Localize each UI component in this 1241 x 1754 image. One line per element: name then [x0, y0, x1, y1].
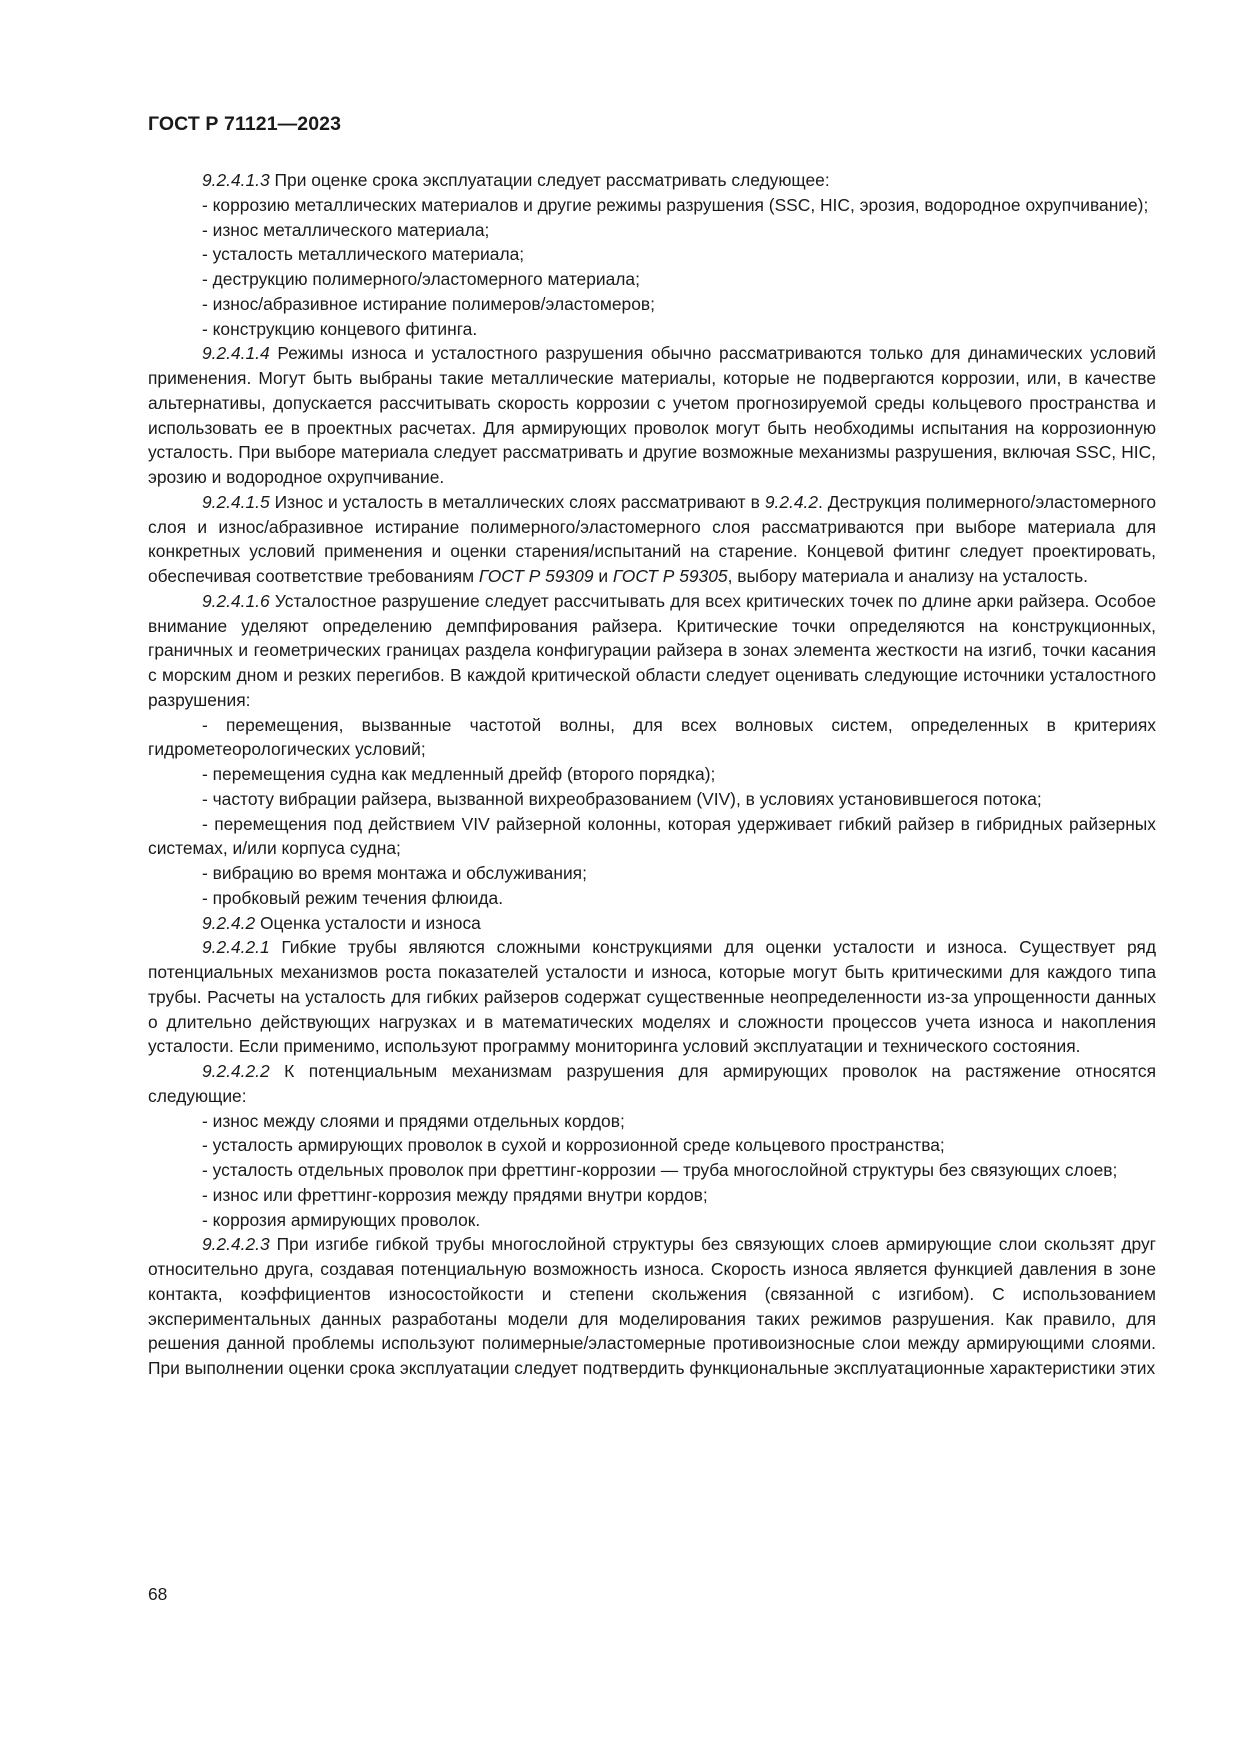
- list-item: [148, 193, 1156, 218]
- list-item-text: - усталость металлического материала;: [202, 244, 525, 265]
- standard-reference: ГОСТ Р 59305: [612, 566, 728, 586]
- paragraph-9-2-4-2-2: [148, 1059, 1156, 1109]
- paragraph-9-2-4-1-6: [148, 589, 1156, 713]
- list-item-text: - усталость отдельных проволок при фреттинг-коррозии — труба многослойной структуры без связующих слоев;: [202, 1160, 1118, 1180]
- list-item-text: - конструкцию концевого фитинга.: [202, 318, 478, 339]
- clause-number: 9.2.4.2.2: [202, 1061, 270, 1081]
- list-item-text: - износ металлического материала;: [202, 219, 490, 240]
- list-item-text: - перемещения под действием VIV райзерной колонны, которая удерживает гибкий райзер в гибридных райзерных системах, и/или корпуса судна;: [148, 813, 1156, 859]
- document-body: [148, 168, 1156, 1381]
- document-header: ГОСТ Р 71121—2023: [148, 113, 342, 135]
- list-item: [148, 242, 1156, 267]
- paragraph-text: Гибкие трубы являются сложными конструкциями для оценки усталости и износа. Существует ряд потенциальных механизмов роста показателей усталости и износа, которые могут быть критическими для каждого типа трубы. Расчеты на усталость для гибких райзеров содержат существенные неопределенности из-за упрощенности данных о длительно действующих нагрузках и в математических моделях и сложности процессов учета износа и накопления усталости. Если применимо, используют программу мониторинга условий эксплуатации и технического состояния.: [148, 937, 1156, 1057]
- paragraph-text: и: [593, 566, 613, 586]
- paragraph-text: Износ и усталость в металлических слоях рассматривают в: [269, 491, 765, 512]
- list-item: [148, 762, 1156, 787]
- paragraph-text: , выбору материала и анализу на усталость.: [727, 566, 1088, 586]
- clause-reference: 9.2.4.2: [764, 491, 818, 512]
- list-item: [148, 1208, 1156, 1233]
- clause-number: 9.2.4.1.5: [202, 491, 270, 512]
- list-item-text: - коррозию металлических материалов и другие режимы разрушения (SSC, HIC, эрозия, водородное охрупчивание);: [202, 194, 1149, 215]
- standard-reference: ГОСТ Р 59309: [478, 566, 594, 586]
- list-item: [148, 886, 1156, 911]
- list-item-text: - коррозия армирующих проволок.: [202, 1209, 481, 1230]
- clause-number: 9.2.4.1.3: [202, 170, 270, 190]
- clause-number: 9.2.4.1.6: [202, 590, 270, 611]
- list-item-text: - усталость армирующих проволок в сухой и коррозионной среде кольцевого пространства;: [202, 1135, 945, 1156]
- list-item-text: - износ или фреттинг-коррозия между прядями внутри кордов;: [202, 1184, 708, 1205]
- paragraph-9-2-4-1-4: [148, 341, 1156, 490]
- section-heading-text: Оценка усталости и износа: [255, 912, 481, 933]
- list-item: [148, 713, 1156, 763]
- clause-number: 9.2.4.2.1: [202, 937, 270, 958]
- paragraph-text: При оценке срока эксплуатации следует рассматривать следующее:: [269, 170, 830, 190]
- clause-number: 9.2.4.1.4: [202, 343, 270, 364]
- clause-number: 9.2.4.2.3: [202, 1234, 270, 1255]
- list-item: [148, 218, 1156, 243]
- paragraph-text: . Деструкция полимерного/эластомерного слоя и износ/абразивное истирание полимерного/эластомерного слоя рассматриваются при выборе материала для конкретных условий применения и оценки старения/испытаний на старение. Концевой фитинг следует проектировать, обеспечивая соответствие требованиям: [148, 491, 1157, 586]
- list-item-text: - пробковый режим течения флюида.: [202, 887, 504, 908]
- list-item: [148, 787, 1156, 812]
- paragraph-9-2-4-2-1: [148, 935, 1156, 1059]
- paragraph-9-2-4-1-5: [148, 490, 1156, 589]
- paragraph-text: Режимы износа и усталостного разрушения обычно рассматриваются только для динамических условий применения. Могут быть выбраны такие металлические материалы, которые не подвергаются коррозии, или, в качестве альтернативы, допускается рассчитывать скорость коррозии с учетом прогнозируемой среды кольцевого пространства и использовать ее в проектных расчетах. Для армирующих проволок могут быть необходимы испытания на коррозионную усталость. При выборе материала следует рассматривать и другие возможные механизмы разрушения, включая SSC, HIC, эрозию и водородное охрупчивание.: [148, 343, 1156, 487]
- paragraph-text: Усталостное разрушение следует рассчитывать для всех критических точек по длине арки райзера. Особое внимание уделяют определению демпфирования райзера. Критические точки определяются на конструкционных, граничных и геометрических границах раздела конфигурации райзера в зонах элемента жесткости на изгиб, точки касания с морским дном и резких перегибов. В каждой критической области следует оценивать следующие источники усталостного разрушения:: [148, 590, 1156, 710]
- list-item: [148, 267, 1156, 292]
- list-item-text: - износ/абразивное истирание полимеров/эластомеров;: [202, 293, 655, 314]
- clause-number: 9.2.4.2: [202, 912, 256, 933]
- paragraph-text: При изгибе гибкой трубы многослойной структуры без связующих слоев армирующие слои скользят друг относительно друга, создавая потенциальную возможность износа. Скорость износа является функцией давления в зоне контакта, коэффициентов износостойкости и степени скольжения (связанной с изгибом). С использованием экспериментальных данных разработаны модели для моделирования таких режимов разрушения. Как правило, для решения данной проблемы используют полимерные/эластомерные противоизносные слои между армирующими слоями. При выполнении оценки срока эксплуатации следует подтвердить функциональные эксплуатационные характеристики этих: [148, 1234, 1156, 1378]
- paragraph-9-2-4-2-3: [148, 1232, 1156, 1381]
- paragraph-9-2-4-1-3: [148, 168, 1156, 193]
- list-item-text: - перемещения, вызванные частотой волны, для всех волновых систем, определенных в критериях гидрометеорологических условий;: [148, 714, 1156, 760]
- list-item-text: - перемещения судна как медленный дрейф (второго порядка);: [202, 764, 716, 784]
- page-number: 68: [148, 1584, 168, 1604]
- list-item-text: - частоту вибрации райзера, вызванной вихреобразованием (VIV), в условиях установившегося потока;: [202, 788, 1042, 809]
- paragraph-text: К потенциальным механизмам разрушения для армирующих проволок на растяжение относятся следующие:: [148, 1061, 1156, 1106]
- section-heading-9-2-4-2: [148, 911, 1156, 936]
- list-item: [148, 292, 1156, 317]
- list-item: [148, 1133, 1156, 1158]
- list-item: [148, 1183, 1156, 1208]
- list-item: [148, 317, 1156, 342]
- list-item: [148, 861, 1156, 886]
- list-item-text: - вибрацию во время монтажа и обслуживания;: [202, 863, 587, 883]
- list-item-text: - деструкцию полимерного/эластомерного материала;: [202, 269, 640, 289]
- list-item: [148, 1109, 1156, 1134]
- list-item: [148, 812, 1156, 862]
- list-item-text: - износ между слоями и прядями отдельных кордов;: [202, 1110, 625, 1131]
- list-item: [148, 1158, 1156, 1183]
